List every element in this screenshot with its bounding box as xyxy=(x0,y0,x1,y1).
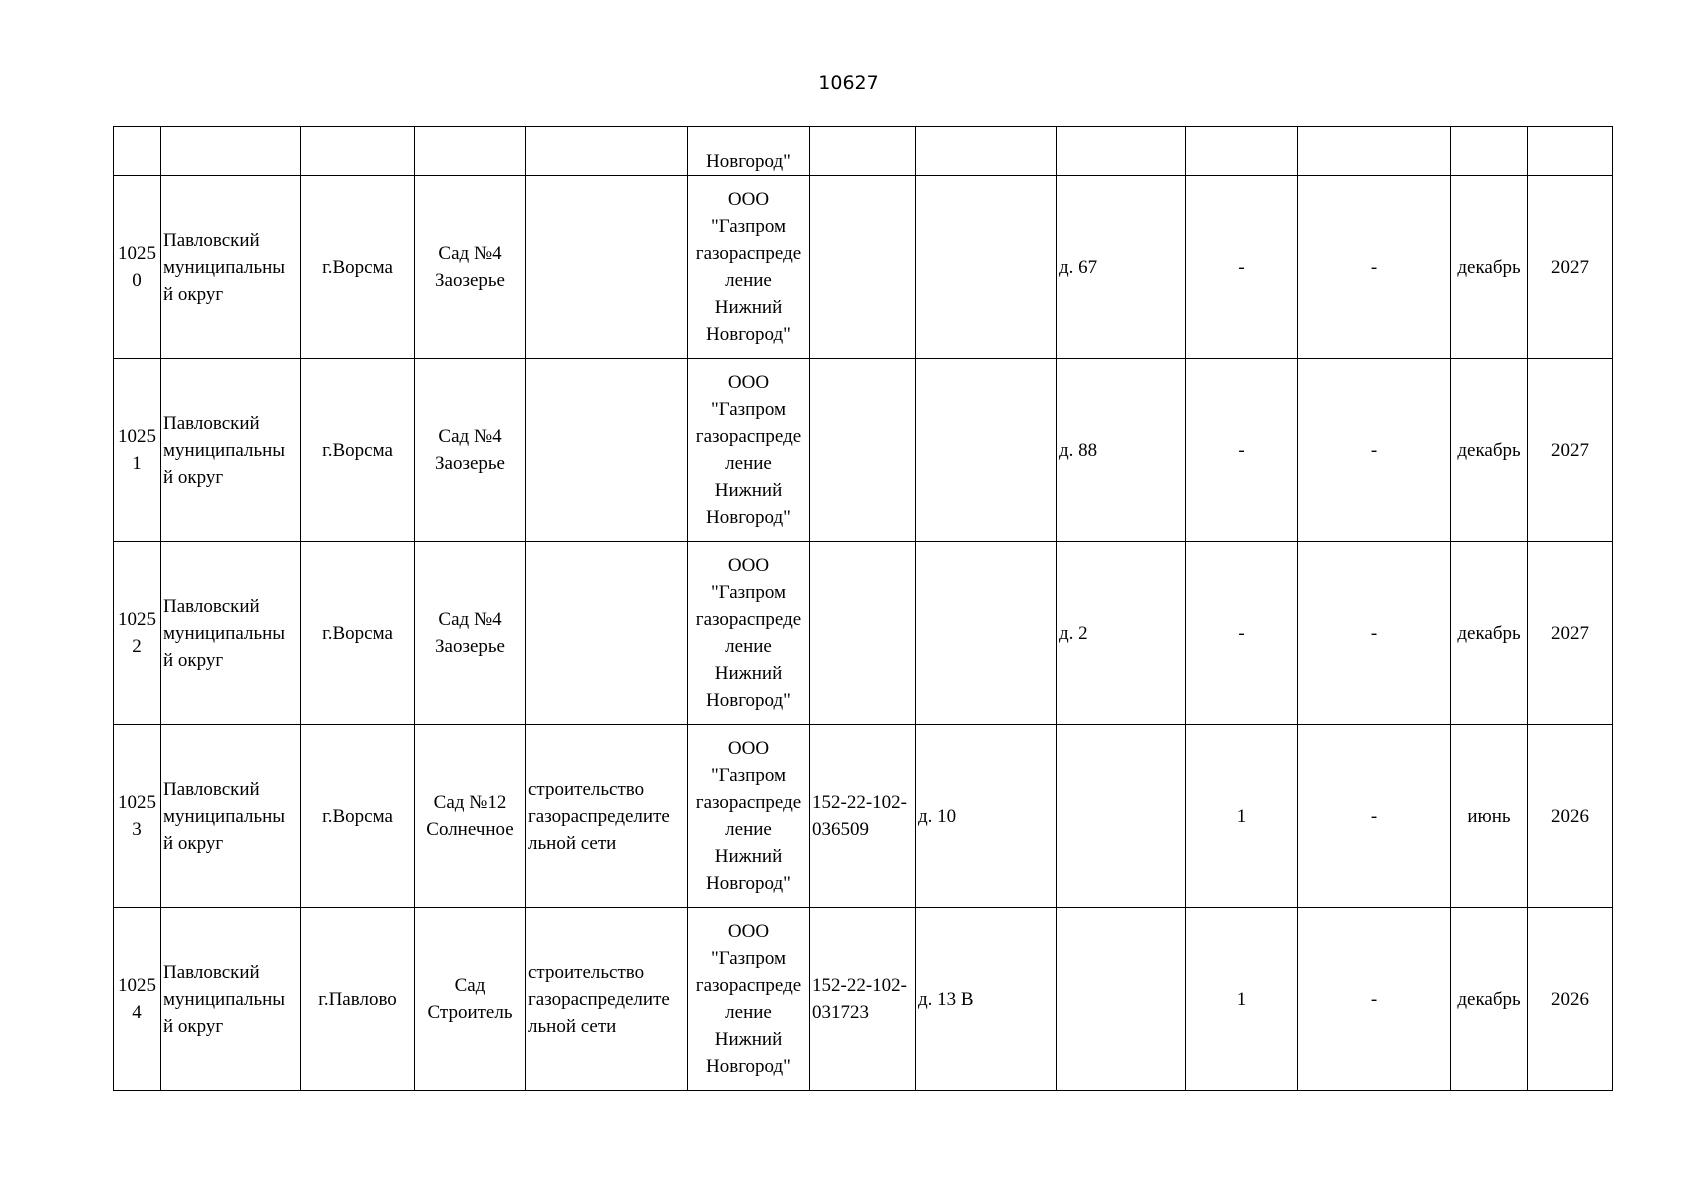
cell-col-a: - xyxy=(1186,542,1298,725)
table-row xyxy=(114,908,1613,1091)
cell-num: 1025 4 xyxy=(114,908,161,1091)
cell-district: Павловский муниципальны й округ xyxy=(161,176,301,359)
table-row xyxy=(114,176,1613,359)
cell-house xyxy=(1057,908,1186,1091)
cell-address: д. 10 xyxy=(916,725,1057,908)
cell-address xyxy=(916,542,1057,725)
cell-object: Сад №4 Заозерье xyxy=(415,542,526,725)
cell-col-b xyxy=(1298,127,1451,176)
cell-organization: ООО "Газпром газораспреде ление Нижний Новгород" xyxy=(688,542,810,725)
cell-house: д. 67 xyxy=(1057,176,1186,359)
table-row xyxy=(114,542,1613,725)
cell-year: 2027 xyxy=(1528,542,1613,725)
cell-col-a xyxy=(1186,127,1298,176)
cell-month: декабрь xyxy=(1451,908,1528,1091)
data-table xyxy=(113,126,1613,1091)
cell-code xyxy=(810,176,916,359)
cell-col-b: - xyxy=(1298,908,1451,1091)
cell-address: д. 13 В xyxy=(916,908,1057,1091)
cell-work: строительство газораспределите льной сети xyxy=(526,725,688,908)
cell-num: 1025 0 xyxy=(114,176,161,359)
cell-organization: ООО "Газпром газораспреде ление Нижний Новгород" xyxy=(688,359,810,542)
cell-year: 2027 xyxy=(1528,359,1613,542)
table-row-continuation xyxy=(114,127,1613,176)
cell-house xyxy=(1057,127,1186,176)
cell-col-a: 1 xyxy=(1186,908,1298,1091)
cell-object: Сад Строитель xyxy=(415,908,526,1091)
cell-col-b: - xyxy=(1298,542,1451,725)
cell-work: строительство газораспределите льной сети xyxy=(526,908,688,1091)
cell-locality: г.Павлово xyxy=(301,908,415,1091)
cell-organization: ООО "Газпром газораспреде ление Нижний Новгород" xyxy=(688,725,810,908)
cell-district: Павловский муниципальны й округ xyxy=(161,908,301,1091)
cell-month: декабрь xyxy=(1451,542,1528,725)
cell-year xyxy=(1528,127,1613,176)
cell-num: 1025 1 xyxy=(114,359,161,542)
cell-organization: ООО "Газпром газораспреде ление Нижний Новгород" xyxy=(688,908,810,1091)
cell-locality: г.Ворсма xyxy=(301,359,415,542)
cell-col-b: - xyxy=(1298,176,1451,359)
cell-col-a: - xyxy=(1186,359,1298,542)
cell-code xyxy=(810,127,916,176)
cell-locality: г.Ворсма xyxy=(301,542,415,725)
cell-code: 152-22-102- 031723 xyxy=(810,908,916,1091)
cell-work xyxy=(526,542,688,725)
cell-object: Сад №4 Заозерье xyxy=(415,176,526,359)
cell-code xyxy=(810,359,916,542)
cell-house xyxy=(1057,725,1186,908)
cell-col-a: - xyxy=(1186,176,1298,359)
cell-year: 2026 xyxy=(1528,908,1613,1091)
cell-organization: ООО "Газпром газораспреде ление Нижний Новгород" xyxy=(688,176,810,359)
cell-code: 152-22-102- 036509 xyxy=(810,725,916,908)
table-row xyxy=(114,359,1613,542)
cell-work xyxy=(526,176,688,359)
cell-organization: Новгород" xyxy=(688,127,810,176)
cell-month: июнь xyxy=(1451,725,1528,908)
table-row xyxy=(114,725,1613,908)
cell-district: Павловский муниципальны й округ xyxy=(161,542,301,725)
cell-district: Павловский муниципальны й округ xyxy=(161,725,301,908)
cell-address xyxy=(916,176,1057,359)
cell-month xyxy=(1451,127,1528,176)
cell-house: д. 2 xyxy=(1057,542,1186,725)
cell-object: Сад №12 Солнечное xyxy=(415,725,526,908)
cell-year: 2027 xyxy=(1528,176,1613,359)
cell-num: 1025 2 xyxy=(114,542,161,725)
cell-locality: г.Ворсма xyxy=(301,725,415,908)
cell-num xyxy=(114,127,161,176)
cell-address xyxy=(916,359,1057,542)
cell-code xyxy=(810,542,916,725)
cell-month: декабрь xyxy=(1451,359,1528,542)
cell-work xyxy=(526,359,688,542)
cell-month: декабрь xyxy=(1451,176,1528,359)
cell-object xyxy=(415,127,526,176)
cell-col-b: - xyxy=(1298,359,1451,542)
cell-num: 1025 3 xyxy=(114,725,161,908)
cell-col-a: 1 xyxy=(1186,725,1298,908)
cell-house: д. 88 xyxy=(1057,359,1186,542)
cell-locality: г.Ворсма xyxy=(301,176,415,359)
cell-object: Сад №4 Заозерье xyxy=(415,359,526,542)
cell-district: Павловский муниципальны й округ xyxy=(161,359,301,542)
cell-col-b: - xyxy=(1298,725,1451,908)
cell-address xyxy=(916,127,1057,176)
cell-year: 2026 xyxy=(1528,725,1613,908)
cell-district xyxy=(161,127,301,176)
cell-work xyxy=(526,127,688,176)
page-number: 10627 xyxy=(818,72,879,94)
cell-locality xyxy=(301,127,415,176)
